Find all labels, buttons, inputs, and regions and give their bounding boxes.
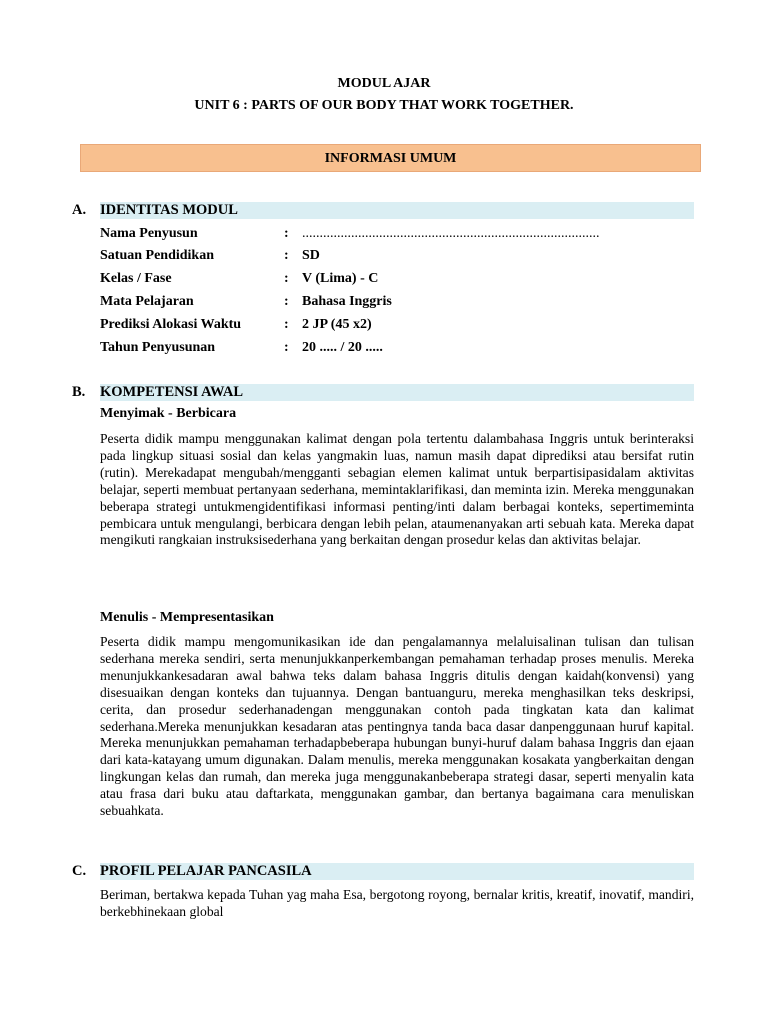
identity-label: Satuan Pendidikan: [100, 248, 214, 263]
section-b-letter: B.: [72, 384, 86, 400]
identity-label: Nama Penyusun: [100, 226, 198, 241]
identity-colon: :: [284, 271, 289, 286]
paragraph-profil: Beriman, bertakwa kepada Tuhan yag maha Esa, bergotong royong, bernalar kritis, kreatif, inovatif, mandiri, berkebhinekaan global: [100, 887, 694, 919]
identity-colon: :: [284, 248, 289, 263]
identity-value: V (Lima) - C: [302, 271, 379, 286]
section-c-title: PROFIL PELAJAR PANCASILA: [100, 863, 312, 879]
identity-label: Mata Pelajaran: [100, 294, 194, 309]
section-b-heading: [72, 384, 694, 401]
identity-colon: :: [284, 294, 289, 309]
section-b-title: KOMPETENSI AWAL: [100, 384, 244, 400]
identity-label: Tahun Penyusunan: [100, 340, 216, 355]
identity-row-kelas: [100, 269, 694, 289]
section-c-heading: [72, 863, 694, 880]
section-a-letter: A.: [72, 202, 87, 218]
subheading-menyimak: Menyimak - Berbicara: [100, 406, 237, 421]
identity-colon: :: [284, 340, 289, 355]
identity-row-penyusun: [100, 224, 694, 244]
section-c-letter: C.: [72, 863, 87, 879]
paragraph-menulis: Peserta didik mampu mengomunikasikan ide dan pengalamannya melaluisalinan tulisan dan tulisan sederhana mereka sendiri, serta menunjukkanperkembangan pemahaman terhadap proses menulis. Mereka menunjukkankesadaran awal bahwa teks dalam bahasa Inggris ditulis dengan kaidah(konvensi) yang disesuaikan dengan konteks dan tujuannya. Dengan bantuanguru, mereka menghasilkan teks deskripsi, cerita, dan prosedur sederhanadengan menggunakan contoh pada tingkatan kata dan kalimat sederhana.Mereka menunjukkan kesadaran atas pentingnya tanda baca dasar danpenggunaan huruf kapital. Mereka menunjukkan pemahaman terhadapbeberapa hubungan bunyi-huruf dalam bahasa Inggris dan ejaan dari kata-katayang umum digunakan. Dalam menulis, mereka menggunakan kosakata yangberkaitan dengan lingkungan kelas dan rumah, dan mereka juga menggunakanbeberapa strategi dasar, seperti menyalin kata atau frasa dari buku atau daftarkata, menggunakan gambar, dan bertanya bagaimana cara menuliskan sebuahkata.: [100, 634, 694, 819]
info-bar: INFORMASI UMUM: [80, 144, 701, 172]
identity-value: 2 JP (45 x2): [302, 317, 372, 332]
page-subtitle: UNIT 6 : PARTS OF OUR BODY THAT WORK TOGETHER.: [194, 98, 574, 113]
identity-label: Prediksi Alokasi Waktu: [100, 317, 242, 332]
page-title: MODUL AJAR: [337, 76, 431, 91]
section-a-title: IDENTITAS MODUL: [100, 202, 238, 218]
identity-row-satuan: [100, 246, 694, 266]
identity-row-alokasi: [100, 315, 694, 335]
identity-value: .....................................................................................: [302, 226, 600, 241]
identity-row-mapel: [100, 292, 694, 312]
subheading-menulis: Menulis - Mempresentasikan: [100, 610, 274, 625]
section-a-heading: [72, 202, 694, 219]
identity-value: SD: [302, 248, 320, 263]
identity-value: 20 ..... / 20 .....: [302, 340, 383, 355]
identity-label: Kelas / Fase: [100, 271, 172, 286]
identity-row-tahun: [100, 338, 694, 358]
identity-value: Bahasa Inggris: [302, 294, 392, 309]
identity-colon: :: [284, 226, 289, 241]
identity-colon: :: [284, 317, 289, 332]
paragraph-menyimak: Peserta didik mampu menggunakan kalimat dengan pola tertentu dalambahasa Inggris untuk berinteraksi pada lingkup situasi sosial dan kelas yangmakin luas, namun masih dapat diprediksi atau bersifat rutin (rutin). Merekadapat mengubah/mengganti sebagian elemen kalimat untuk berpartisipasidalam aktivitas belajar, seperti membuat pertanyaan sederhana, memintaklarifikasi, dan meminta izin. Mereka menggunakan beberapa strategi untukmengidentifikasi informasi penting/inti dalam berbagai konteks, sepertimeminta pembicara untuk mengulangi, berbicara dengan lebih pelan, ataumenanyakan arti sebuah kata. Mereka dapat mengikuti rangkaian instruksisederhana yang berkaitan dengan prosedur kelas dan aktivitas belajar.: [100, 431, 694, 548]
